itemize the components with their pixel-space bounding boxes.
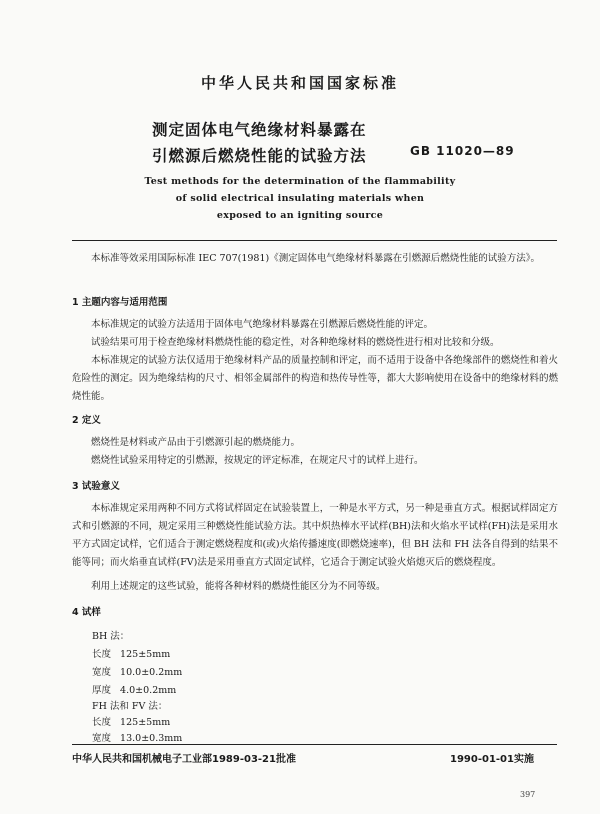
paragraph: 本标准规定的试验方法仅适用于绝缘材料产品的质量控制和评定，而不适用于设备中各绝缘部件的燃烧性和着火危险性的测定。因为绝缘结构的尺寸、相邻金属部件的构造和热传导性等，都大大影响使用在设备中的绝缘材料的燃烧性能。 — [72, 355, 558, 402]
specimen-line: 宽度 13.0±0.3mm — [92, 733, 183, 744]
section-heading: 2 定义 — [72, 415, 101, 426]
specimen-line: 长度 125±5mm — [92, 717, 171, 728]
intro-paragraph: 本标准等效采用国际标准 IEC 707(1981)《测定固体电气绝缘材料暴露在引燃源后燃烧性能的试验方法》。 — [91, 253, 540, 264]
paragraph: 本标准规定采用两种不同方式将试样固定在试验装置上，一种是水平方式，另一种是垂直方式。根据试样固定方式和引燃源的不同，规定采用三种燃烧性能试验方法。其中炽热棒水平试样(BH)法和火焰水平试样(FH)法是采用水平方式固定试样，它们适合于测定燃烧程度和(或)火焰传播速度(即燃烧速率)，但 BH 法和 FH 法各自得到的结果不能等同；而火焰垂直试样(FV)法是采用垂直方式固定试样，它适合于测定试验火焰熄灭后的燃烧程度。 — [72, 503, 558, 568]
approval-text: 中华人民共和国机械电子工业部1989-03-21批准 — [72, 754, 296, 765]
english-title-line-2: of solid electrical insulating materials when — [175, 193, 425, 204]
specimen-line: 厚度 4.0±0.2mm — [92, 685, 177, 696]
specimen-line: FH 法和 FV 法： — [92, 701, 168, 712]
title-line-1: 测定固体电气绝缘材料暴露在 — [152, 121, 367, 139]
paragraph: 燃烧性试验采用特定的引燃源，按规定的评定标准，在规定尺寸的试样上进行。 — [91, 455, 424, 466]
english-title-line-3: exposed to an igniting source — [216, 210, 384, 221]
specimen-line: 宽度 10.0±0.2mm — [92, 667, 183, 678]
footer-divider — [72, 744, 557, 745]
title-line-2: 引燃源后燃烧性能的试验方法 — [152, 147, 367, 165]
page-number: 397 — [520, 790, 536, 799]
standard-code: GB 11020—89 — [410, 144, 515, 158]
header-divider — [72, 240, 557, 241]
english-title-line-1: Test methods for the determination of the flammability — [144, 176, 456, 187]
paragraph: 利用上述规定的这些试验，能将各种材料的燃烧性能区分为不同等级。 — [91, 581, 386, 592]
section-heading: 3 试验意义 — [72, 481, 120, 492]
paragraph: 本标准规定的试验方法适用于固体电气绝缘材料暴露在引燃源后燃烧性能的评定。 — [91, 319, 434, 330]
national-standard-heading: 中华人民共和国国家标准 — [200, 74, 399, 92]
paragraph: 试验结果可用于检查绝缘材料燃烧性能的稳定性，对各种绝缘材料的燃烧性进行相对比较和分级。 — [91, 337, 500, 348]
specimen-line: 长度 125±5mm — [92, 649, 171, 660]
specimen-line: BH 法： — [92, 631, 130, 642]
section-heading: 1 主题内容与适用范围 — [72, 297, 168, 308]
paragraph: 燃烧性是材料或产品由于引燃源引起的燃烧能力。 — [91, 437, 301, 448]
implementation-date: 1990-01-01实施 — [450, 754, 534, 765]
section-heading: 4 试样 — [72, 607, 101, 618]
